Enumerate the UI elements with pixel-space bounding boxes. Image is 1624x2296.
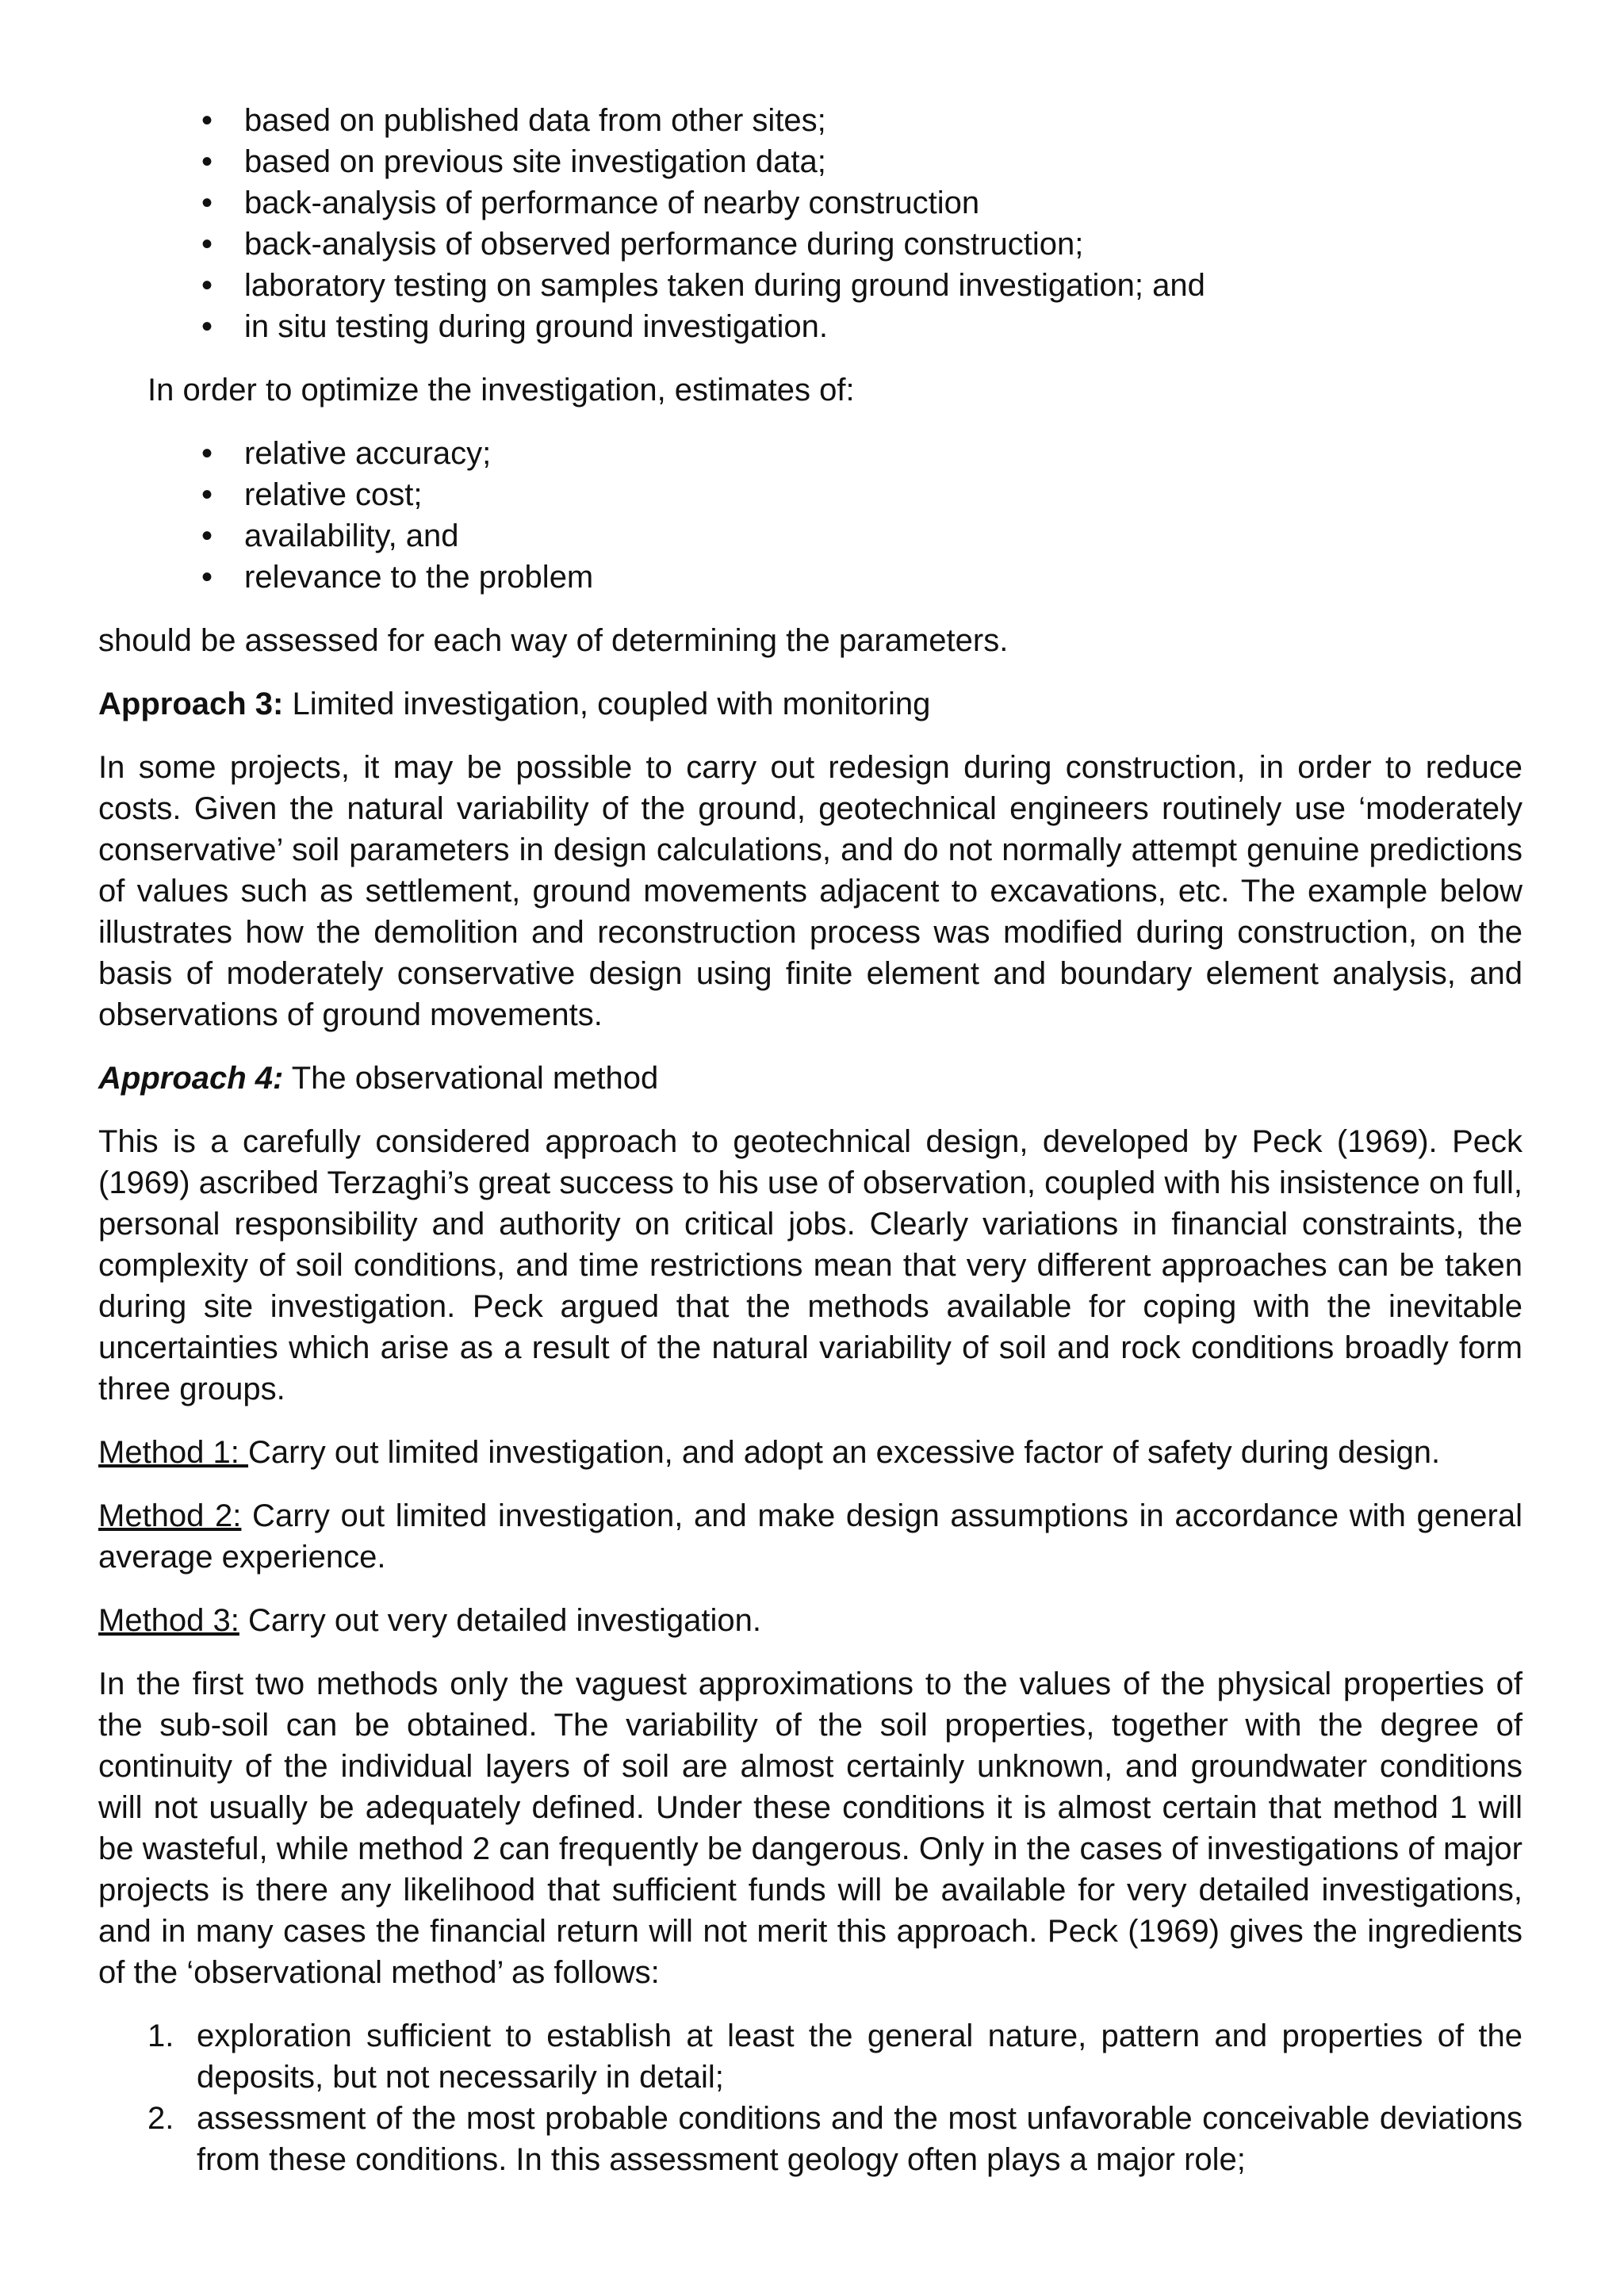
- approach-3-label: Approach 3:: [98, 687, 284, 721]
- list-item: [147, 2015, 1522, 2098]
- approach-3-body: In some projects, it may be possible to carry out redesign during construction, in order to reduce costs. Given the natural variability of the ground, geotechnical engineers routinely use ‘moderately conservative’ soil parameters in design calculations, and do not normally attempt genuine predictions of values such as settlement, ground movements adjacent to excavations, etc. The example below illustrates how the demolition and reconstruction process was modified during construction, on the basis of moderately conservative design using finite element and boundary element analysis, and observations of ground movements.: [98, 750, 1522, 1032]
- list-item: • availability, and: [244, 515, 1522, 557]
- method-1-label: Method 1:: [98, 1435, 249, 1470]
- list-item: • in situ testing during ground investigation.: [244, 306, 1522, 347]
- observational-method-ingredients: [98, 2015, 1522, 2180]
- method-2: [98, 1495, 1522, 1578]
- optimize-intro: In order to optimize the investigation, estimates of:: [147, 373, 855, 408]
- approach-4-heading: [98, 1058, 1522, 1099]
- item-text: assessment of the most probable conditions and the most unfavorable conceivable deviations from these conditions. In this assessment geology often plays a major role;: [197, 2101, 1522, 2177]
- list-item: • relative cost;: [244, 474, 1522, 515]
- list-item: [147, 2098, 1522, 2180]
- parameter-sources-list: [98, 100, 1522, 347]
- list-item: • relevance to the problem: [244, 557, 1522, 598]
- approach-4-label: Approach 4:: [98, 1061, 284, 1096]
- item-number: 2.: [147, 2101, 174, 2136]
- method-2-text: Carry out limited investigation, and make design assumptions in accordance with general average experience.: [98, 1498, 1522, 1575]
- method-1: [98, 1432, 1522, 1473]
- list-item: • based on published data from other sites;: [244, 100, 1522, 141]
- list-item: • based on previous site investigation data;: [244, 141, 1522, 182]
- list-item: • laboratory testing on samples taken during ground investigation; and: [244, 265, 1522, 306]
- item-number: 1.: [147, 2019, 174, 2053]
- page-content: [98, 100, 1522, 2180]
- method-3-label: Method 3:: [98, 1603, 239, 1638]
- assessed-sentence: should be assessed for each way of determining the parameters.: [98, 623, 1009, 658]
- list-item: • back-analysis of observed performance during construction;: [244, 224, 1522, 265]
- list-item: • relative accuracy;: [244, 433, 1522, 474]
- list-item: • back-analysis of performance of nearby construction: [244, 182, 1522, 224]
- method-3-text: Carry out very detailed investigation.: [239, 1603, 761, 1638]
- method-3: [98, 1600, 1522, 1641]
- estimates-list: [98, 433, 1522, 598]
- method-1-text: Carry out limited investigation, and adopt an excessive factor of safety during design.: [248, 1435, 1441, 1470]
- first-two-methods-paragraph: In the first two methods only the vaguest approximations to the values of the physical properties of the sub-soil can be obtained. The variability of the soil properties, together with the degree of continuity of the individual layers of soil are almost certainly unknown, and groundwater conditions will not usually be adequately defined. Under these conditions it is almost certain that method 1 will be wasteful, while method 2 can frequently be dangerous. Only in the cases of investigations of major projects is there any likelihood that sufficient funds will be available for very detailed investigations, and in many cases the financial return will not merit this approach. Peck (1969) gives the ingredients of the ‘observational method’ as follows:: [98, 1667, 1522, 1990]
- approach-4-body: This is a carefully considered approach to geotechnical design, developed by Peck (1969). Peck (1969) ascribed Terzaghi’s great success to his use of observation, coupled with his insistence on full, personal responsibility and authority on critical jobs. Clearly variations in financial constraints, the complexity of soil conditions, and time restrictions mean that very different approaches can be taken during site investigation. Peck argued that the methods available for coping with the inevitable uncertainties which arise as a result of the natural variability of soil and rock conditions broadly form three groups.: [98, 1124, 1522, 1406]
- method-2-label: Method 2:: [98, 1498, 242, 1533]
- approach-3-title: Limited investigation, coupled with monitoring: [283, 687, 931, 721]
- approach-3-heading: [98, 683, 1522, 725]
- item-text: exploration sufficient to establish at least the general nature, pattern and properties of the deposits, but not necessarily in detail;: [197, 2019, 1522, 2095]
- approach-4-title: The observational method: [283, 1061, 659, 1096]
